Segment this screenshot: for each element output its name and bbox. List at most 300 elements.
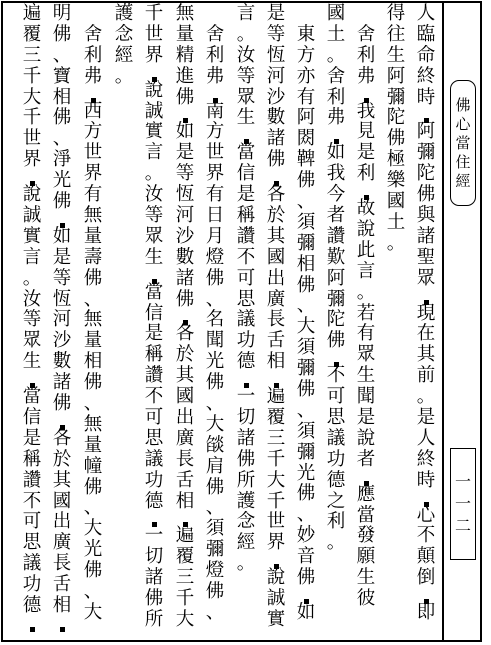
glyph: 無 xyxy=(83,309,103,331)
glyph: 土 xyxy=(326,23,346,45)
glyph: 、 xyxy=(52,44,72,66)
glyph: 河 xyxy=(266,65,286,87)
glyph: 、 xyxy=(205,601,225,623)
glyph: 世 xyxy=(266,511,286,533)
glyph: 稱 xyxy=(144,344,164,366)
text-column xyxy=(20,4,44,631)
glyph: 月 xyxy=(205,225,225,247)
glyph: 阿 xyxy=(296,107,316,129)
glyph: 、 xyxy=(205,497,225,519)
glyph: 三 xyxy=(266,427,286,449)
separator-dot xyxy=(414,108,438,122)
separator-dot xyxy=(234,129,258,143)
glyph: 量 xyxy=(83,330,103,352)
glyph: 、 xyxy=(296,191,316,213)
glyph: 相 xyxy=(266,351,286,373)
glyph: 說 xyxy=(144,79,164,101)
separator-dot xyxy=(354,88,378,102)
glyph: 德 xyxy=(326,469,346,491)
text-column xyxy=(294,4,318,624)
glyph: 一 xyxy=(454,494,471,513)
glyph: 是 xyxy=(356,407,376,429)
separator-dot xyxy=(414,290,438,304)
glyph: 。 xyxy=(22,267,42,289)
glyph: 功 xyxy=(236,330,256,352)
separator-dot xyxy=(20,171,44,185)
glyph: 千 xyxy=(175,588,195,610)
glyph: 切 xyxy=(144,546,164,568)
glyph: 一 xyxy=(144,525,164,547)
glyph: 陀 xyxy=(326,309,346,331)
glyph: 數 xyxy=(52,351,72,373)
glyph: 恆 xyxy=(266,44,286,66)
glyph: 不 xyxy=(236,246,256,268)
separator-dot xyxy=(142,512,166,526)
glyph: 各 xyxy=(175,323,195,345)
glyph: 讚 xyxy=(22,469,42,491)
separator-dot xyxy=(173,310,197,324)
glyph: 阿 xyxy=(416,121,436,143)
glyph: 於 xyxy=(175,344,195,366)
glyph: 讚 xyxy=(326,225,346,247)
glyph: 須 xyxy=(296,337,316,359)
separator-dot xyxy=(142,269,166,283)
glyph: 彌 xyxy=(296,232,316,254)
text-column xyxy=(112,4,136,88)
separator-dot xyxy=(173,108,197,122)
glyph: 佛 xyxy=(266,149,286,171)
glyph: 其 xyxy=(416,344,436,366)
glyph: 佛 xyxy=(296,170,316,192)
glyph: 可 xyxy=(144,407,164,429)
glyph: 國 xyxy=(386,191,406,213)
glyph: 言 xyxy=(22,246,42,268)
glyph: 遍 xyxy=(22,3,42,24)
separator-dot xyxy=(50,213,74,227)
glyph: 願 xyxy=(356,546,376,568)
glyph: 一 xyxy=(454,472,471,491)
glyph: 光 xyxy=(83,539,103,561)
glyph: 界 xyxy=(22,149,42,171)
text-column xyxy=(81,4,105,624)
glyph: 恆 xyxy=(52,288,72,310)
glyph: 光 xyxy=(205,351,225,373)
glyph: 佛 xyxy=(144,588,164,610)
glyph: 信 xyxy=(22,407,42,429)
glyph: 佛 xyxy=(175,86,195,108)
glyph: 阿 xyxy=(326,267,346,289)
glyph: 眾 xyxy=(356,344,376,366)
glyph: 相 xyxy=(296,253,316,275)
glyph: 有 xyxy=(83,184,103,206)
glyph: 如 xyxy=(326,142,346,164)
glyph: 舌 xyxy=(266,330,286,352)
glyph: 終 xyxy=(416,448,436,470)
glyph: 、 xyxy=(296,399,316,421)
glyph: 舌 xyxy=(175,469,195,491)
separator-dot xyxy=(81,88,105,102)
glyph: 汝 xyxy=(236,44,256,66)
glyph: 德 xyxy=(144,490,164,512)
text-column xyxy=(142,4,166,631)
glyph: 佛 xyxy=(205,372,225,394)
glyph: 利 xyxy=(83,44,103,66)
glyph: 長 xyxy=(175,448,195,470)
glyph: 生 xyxy=(22,351,42,373)
glyph: 實 xyxy=(144,121,164,143)
glyph: 極 xyxy=(386,149,406,171)
glyph: 言 xyxy=(236,3,256,24)
glyph: 。 xyxy=(236,553,256,575)
glyph: 是 xyxy=(175,142,195,164)
glyph: 肩 xyxy=(205,455,225,477)
glyph: 、 xyxy=(83,497,103,519)
separator-dot xyxy=(173,512,197,526)
glyph: 淨 xyxy=(52,149,72,171)
glyph: 發 xyxy=(356,525,376,547)
glyph: 界 xyxy=(83,163,103,185)
glyph: 沙 xyxy=(175,225,195,247)
glyph: 名 xyxy=(205,309,225,331)
glyph: 佛 xyxy=(83,476,103,498)
glyph: 量 xyxy=(175,23,195,45)
separator-dot xyxy=(354,471,378,485)
glyph: 此 xyxy=(356,239,376,261)
glyph: 利 xyxy=(326,86,346,108)
glyph: 亦 xyxy=(296,65,316,87)
glyph xyxy=(354,4,378,25)
glyph: 界 xyxy=(144,44,164,66)
glyph: 出 xyxy=(266,267,286,289)
glyph: 等 xyxy=(144,205,164,227)
glyph: 經 xyxy=(236,532,256,554)
glyph: 大 xyxy=(266,469,286,491)
glyph: 議 xyxy=(236,309,256,331)
glyph: 千 xyxy=(266,448,286,470)
glyph: 三 xyxy=(22,44,42,66)
glyph: 方 xyxy=(205,121,225,143)
glyph: 千 xyxy=(22,107,42,129)
glyph: 陀 xyxy=(416,163,436,185)
glyph: 我 xyxy=(356,100,376,122)
glyph: 不 xyxy=(326,365,346,387)
separator-dot xyxy=(50,415,74,429)
glyph: 土 xyxy=(386,211,406,233)
glyph: 佛 xyxy=(83,372,103,394)
glyph: 是 xyxy=(22,427,42,449)
glyph: 生 xyxy=(356,567,376,589)
glyph: 我 xyxy=(326,163,346,185)
glyph: 數 xyxy=(266,107,286,129)
glyph: 各 xyxy=(52,427,72,449)
glyph: 議 xyxy=(22,553,42,575)
glyph: 諸 xyxy=(144,567,164,589)
glyph: 往 xyxy=(386,23,406,45)
glyph: 終 xyxy=(416,65,436,87)
glyph: 音 xyxy=(296,546,316,568)
glyph: 、 xyxy=(83,581,103,603)
glyph: 進 xyxy=(175,65,195,87)
glyph: 、 xyxy=(83,393,103,415)
glyph: 當 xyxy=(144,281,164,303)
glyph: 如 xyxy=(175,121,195,143)
glyph: 誠 xyxy=(266,588,286,610)
glyph: 等 xyxy=(236,65,256,87)
glyph: 當 xyxy=(236,142,256,164)
glyph: 彌 xyxy=(326,288,346,310)
separator-dot xyxy=(324,129,348,143)
glyph: 寶 xyxy=(52,65,72,87)
glyph: 大 xyxy=(83,601,103,623)
glyph: 河 xyxy=(52,309,72,331)
glyph: 利 xyxy=(326,511,346,533)
glyph: 長 xyxy=(52,553,72,575)
glyph: 歎 xyxy=(326,246,346,268)
glyph: 相 xyxy=(83,351,103,373)
glyph: 、 xyxy=(52,128,72,150)
glyph: 生 xyxy=(356,365,376,387)
glyph: 大 xyxy=(296,316,316,338)
glyph: 界 xyxy=(266,532,286,554)
glyph: 說 xyxy=(266,567,286,589)
glyph: 河 xyxy=(175,205,195,227)
glyph: 方 xyxy=(83,121,103,143)
glyph: 。 xyxy=(416,386,436,408)
glyph: 國 xyxy=(326,3,346,24)
glyph: 言 xyxy=(356,260,376,282)
glyph: 等 xyxy=(266,23,286,45)
glyph: 出 xyxy=(175,407,195,429)
glyph: 其 xyxy=(175,365,195,387)
glyph: 遍 xyxy=(175,525,195,547)
glyph: 。 xyxy=(356,281,376,303)
glyph: 議 xyxy=(144,448,164,470)
glyph: 是 xyxy=(266,3,286,24)
glyph: 相 xyxy=(175,490,195,512)
glyph: 等 xyxy=(52,267,72,289)
glyph: 現 xyxy=(416,302,436,324)
glyph: 不 xyxy=(22,490,42,512)
glyph: 妙 xyxy=(296,525,316,547)
glyph: 佛 xyxy=(296,483,316,505)
glyph: 佛 xyxy=(326,330,346,352)
glyph: 如 xyxy=(52,225,72,247)
glyph: 弗 xyxy=(205,65,225,87)
glyph: 其 xyxy=(266,225,286,247)
glyph: 誠 xyxy=(144,100,164,122)
glyph: 汝 xyxy=(22,288,42,310)
page-number-box xyxy=(450,448,476,560)
glyph: 等 xyxy=(22,309,42,331)
glyph: 利 xyxy=(205,44,225,66)
glyph: 議 xyxy=(326,427,346,449)
separator-dot xyxy=(20,617,44,631)
glyph: 相 xyxy=(52,86,72,108)
glyph: 陀 xyxy=(386,107,406,129)
glyph: 佛 xyxy=(205,476,225,498)
glyph: 德 xyxy=(236,351,256,373)
glyph: 三 xyxy=(175,567,195,589)
glyph: 佛 xyxy=(175,288,195,310)
glyph: 彌 xyxy=(416,142,436,164)
glyph: 量 xyxy=(83,225,103,247)
glyph: 樂 xyxy=(386,170,406,192)
glyph: 等 xyxy=(175,163,195,185)
separator-dot xyxy=(142,67,166,81)
glyph: 說 xyxy=(356,427,376,449)
glyph: 無 xyxy=(175,3,195,24)
glyph: 無 xyxy=(83,413,103,435)
glyph: 是 xyxy=(416,407,436,429)
glyph: 說 xyxy=(356,219,376,241)
glyph: 是 xyxy=(356,142,376,164)
glyph: 得 xyxy=(386,3,406,24)
glyph: 一 xyxy=(236,386,256,408)
glyph: 當 xyxy=(356,504,376,526)
glyph: 西 xyxy=(83,100,103,122)
text-column xyxy=(173,4,197,631)
glyph: 幢 xyxy=(83,455,103,477)
glyph: 、 xyxy=(205,393,225,415)
glyph: 經 xyxy=(455,171,471,190)
glyph: 臨 xyxy=(416,23,436,45)
glyph: 日 xyxy=(205,205,225,227)
glyph: 時 xyxy=(416,469,436,491)
glyph: 弗 xyxy=(326,107,346,129)
text-column xyxy=(384,4,408,255)
glyph: 諸 xyxy=(266,128,286,150)
glyph: 應 xyxy=(356,483,376,505)
glyph: 世 xyxy=(22,128,42,150)
glyph: 國 xyxy=(175,386,195,408)
glyph: 彌 xyxy=(296,441,316,463)
glyph: 時 xyxy=(416,86,436,108)
glyph: 前 xyxy=(416,365,436,387)
text-column xyxy=(234,4,258,575)
glyph: 讚 xyxy=(144,365,164,387)
text-column xyxy=(264,4,288,631)
glyph: 燄 xyxy=(205,434,225,456)
glyph: 光 xyxy=(52,170,72,192)
glyph: 不 xyxy=(416,525,436,547)
glyph: 國 xyxy=(52,490,72,512)
glyph: 國 xyxy=(266,246,286,268)
glyph: 者 xyxy=(326,205,346,227)
glyph: 可 xyxy=(236,267,256,289)
glyph: 燈 xyxy=(205,246,225,268)
glyph: 方 xyxy=(296,44,316,66)
glyph: 倒 xyxy=(416,567,436,589)
text-column xyxy=(50,4,74,631)
glyph: 如 xyxy=(296,601,316,623)
glyph: 千 xyxy=(22,65,42,87)
glyph: 者 xyxy=(356,448,376,470)
glyph: 諸 xyxy=(52,372,72,394)
text-column xyxy=(203,4,227,624)
glyph: 不 xyxy=(144,386,164,408)
glyph: 信 xyxy=(144,302,164,324)
glyph: 有 xyxy=(205,184,225,206)
glyph: 實 xyxy=(22,225,42,247)
glyph: 讚 xyxy=(236,225,256,247)
separator-dot xyxy=(20,373,44,387)
glyph: 大 xyxy=(175,609,195,631)
glyph: 佛 xyxy=(296,274,316,296)
glyph: 無 xyxy=(83,205,103,227)
glyph: 佛 xyxy=(83,267,103,289)
glyph: 佛 xyxy=(386,128,406,150)
glyph: 命 xyxy=(416,44,436,66)
glyph xyxy=(203,4,227,25)
glyph: 須 xyxy=(296,211,316,233)
glyph: 若 xyxy=(356,302,376,324)
glyph: 稱 xyxy=(236,205,256,227)
glyph: 世 xyxy=(205,142,225,164)
glyph: 、 xyxy=(83,288,103,310)
glyph: 、 xyxy=(296,295,316,317)
glyph: 舍 xyxy=(205,23,225,45)
glyph: 聞 xyxy=(356,386,376,408)
margin-divider xyxy=(442,1,444,642)
glyph: 精 xyxy=(175,44,195,66)
glyph: 二 xyxy=(454,516,471,535)
glyph: 覆 xyxy=(266,407,286,429)
glyph: 量 xyxy=(83,434,103,456)
separator-dot xyxy=(294,589,318,603)
glyph: 。 xyxy=(326,44,346,66)
glyph: 念 xyxy=(236,511,256,533)
separator-dot xyxy=(50,617,74,631)
glyph: 思 xyxy=(22,532,42,554)
glyph: 佛 xyxy=(296,567,316,589)
glyph: 諸 xyxy=(236,427,256,449)
glyph: 覆 xyxy=(175,546,195,568)
glyph: 大 xyxy=(83,518,103,540)
glyph: 佛 xyxy=(52,23,72,45)
glyph: 各 xyxy=(266,184,286,206)
glyph: 功 xyxy=(144,469,164,491)
glyph: 佛 xyxy=(52,107,72,129)
glyph xyxy=(81,4,105,25)
glyph xyxy=(294,4,318,25)
glyph: 恆 xyxy=(175,184,195,206)
glyph: 心 xyxy=(416,504,436,526)
glyph: 利 xyxy=(356,44,376,66)
glyph: 、 xyxy=(296,504,316,526)
glyph: 於 xyxy=(52,448,72,470)
glyph: 燈 xyxy=(205,560,225,582)
glyph: 光 xyxy=(296,462,316,484)
separator-dot xyxy=(354,185,378,199)
glyph: 長 xyxy=(266,309,286,331)
glyph: 彌 xyxy=(205,539,225,561)
glyph: 須 xyxy=(296,420,316,442)
glyph: 功 xyxy=(22,574,42,596)
glyph: 沙 xyxy=(266,86,286,108)
glyph: 諸 xyxy=(175,267,195,289)
glyph: 阿 xyxy=(386,65,406,87)
glyph: 眾 xyxy=(144,225,164,247)
glyph: 人 xyxy=(416,427,436,449)
glyph: 所 xyxy=(236,469,256,491)
glyph: 廣 xyxy=(52,532,72,554)
glyph: 實 xyxy=(266,609,286,631)
glyph: 是 xyxy=(144,323,164,345)
glyph: 覆 xyxy=(22,23,42,45)
glyph: 與 xyxy=(416,205,436,227)
glyph: 言 xyxy=(144,142,164,164)
glyph: 舌 xyxy=(52,574,72,596)
